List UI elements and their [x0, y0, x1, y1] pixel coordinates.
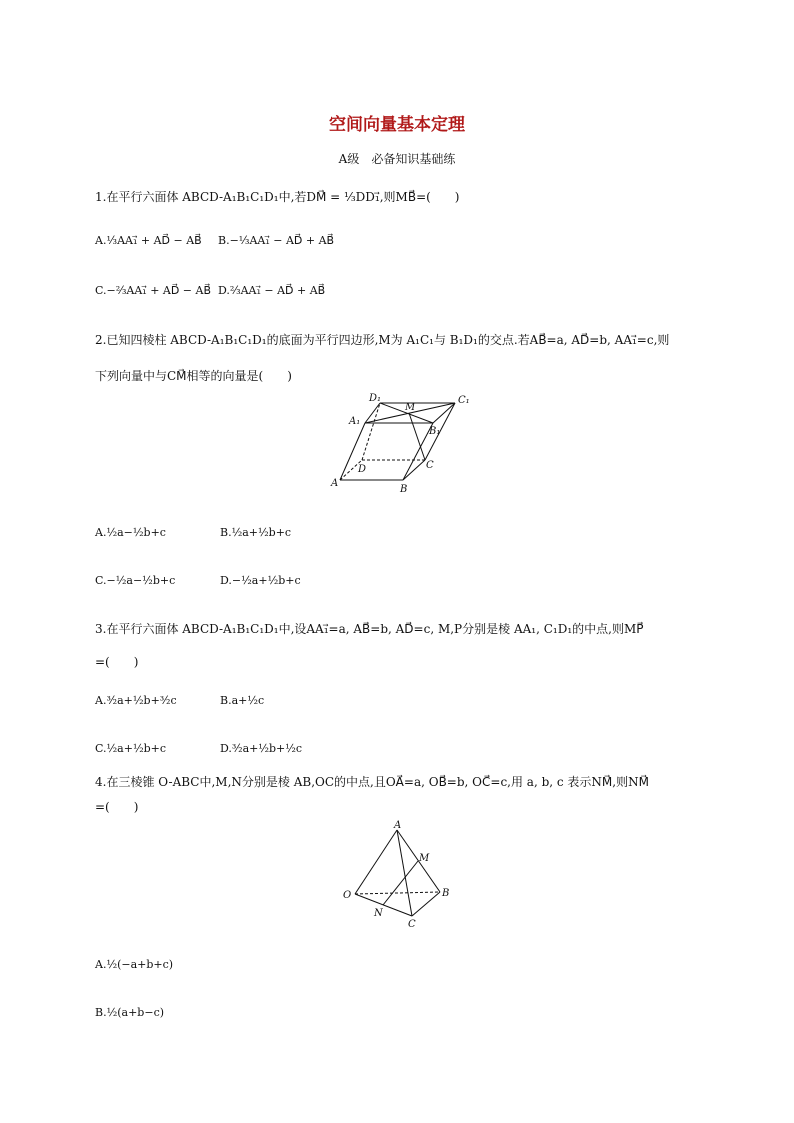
label-a: A	[394, 820, 402, 831]
label-b: B	[400, 484, 408, 495]
question-2-option-d: D.−½a+½b+c	[220, 574, 301, 587]
question-3-option-d: D.³⁄₂a+½b+½c	[220, 742, 303, 755]
edge-c-b	[412, 892, 440, 916]
label-d: D	[358, 464, 367, 475]
question-1-option-a: A.¹⁄₃AA₁⃗ + AD⃗ − AB⃗	[95, 234, 202, 247]
edge-o-b-hidden	[355, 892, 440, 894]
question-2-stem-line-1: 2.已知四棱柱 ABCD-A₁B₁C₁D₁的底面为平行四边形,M为 A₁C₁与 B₁D₁的交点.若AB⃗=a, AD⃗=b, AA₁⃗=c,则	[95, 333, 670, 347]
question-3-stem-line-1: 3.在平行六面体 ABCD-A₁B₁C₁D₁中,设AA₁⃗=a, AB⃗=b, AD⃗=c, M,P分别是棱 AA₁, C₁D₁的中点,则MP⃗	[95, 622, 644, 636]
label-m: M	[405, 402, 416, 413]
edge-d-d1-hidden	[362, 403, 380, 460]
label-b1: B₁	[429, 426, 441, 437]
label-m: M	[419, 853, 430, 864]
question-4-option-a: A.½(−a+b+c)	[95, 958, 174, 971]
edge-a-c	[397, 830, 412, 916]
label-d1: D₁	[369, 393, 382, 404]
label-c1: C₁	[458, 395, 470, 406]
label-c: C	[408, 919, 416, 930]
question-4-option-b: B.½(a+b−c)	[95, 1006, 165, 1019]
question-4-stem-line-2: =( )	[95, 800, 139, 814]
section-subtitle: A级 必备知识基础练	[338, 152, 456, 166]
question-3-option-c: C.½a+½b+c	[95, 742, 167, 755]
label-o: O	[343, 890, 352, 901]
segment-n-m	[383, 861, 418, 905]
question-1-option-b: B.−¹⁄₃AA₁⃗ − AD⃗ + AB⃗	[218, 234, 335, 247]
question-3-stem-line-2: =( )	[95, 655, 139, 669]
edge-b1-c1	[433, 403, 455, 423]
page-title: 空间向量基本定理	[329, 115, 465, 135]
pyramid-figure	[335, 818, 465, 933]
label-n: N	[374, 908, 383, 919]
label-a: A	[331, 478, 339, 489]
edge-b-c	[403, 460, 425, 480]
edge-a-o	[355, 830, 397, 894]
question-1-option-d: D.²⁄₃AA₁⃗ − AD⃗ + AB⃗	[218, 284, 326, 297]
question-2-stem-line-2: 下列向量中与CM⃗相等的向量是( )	[95, 369, 292, 383]
label-c: C	[426, 460, 434, 471]
question-1-stem: 1.在平行六面体 ABCD-A₁B₁C₁D₁中,若DM⃗ = ¹⁄₃DD₁⃗,则MB⃗=( )	[95, 190, 460, 204]
question-3-option-b: B.a+½c	[220, 694, 265, 707]
question-1-option-c: C.−²⁄₃AA₁⃗ + AD⃗ − AB⃗	[95, 284, 212, 297]
question-2-option-b: B.½a+½b+c	[220, 526, 292, 539]
question-2-option-a: A.½a−½b+c	[95, 526, 166, 539]
question-3-option-a: A.³⁄₂a+½b+³⁄₂c	[95, 694, 177, 707]
question-2-option-c: C.−½a−½b+c	[95, 574, 176, 587]
label-b: B	[442, 888, 450, 899]
label-a1: A₁	[349, 416, 361, 427]
question-4-stem-line-1: 4.在三棱锥 O-ABC中,M,N分别是棱 AB,OC的中点,且OA⃗=a, OB⃗=b, OC⃗=c,用 a, b, c 表示NM⃗,则NM⃗	[95, 775, 649, 789]
prism-figure	[325, 390, 475, 500]
